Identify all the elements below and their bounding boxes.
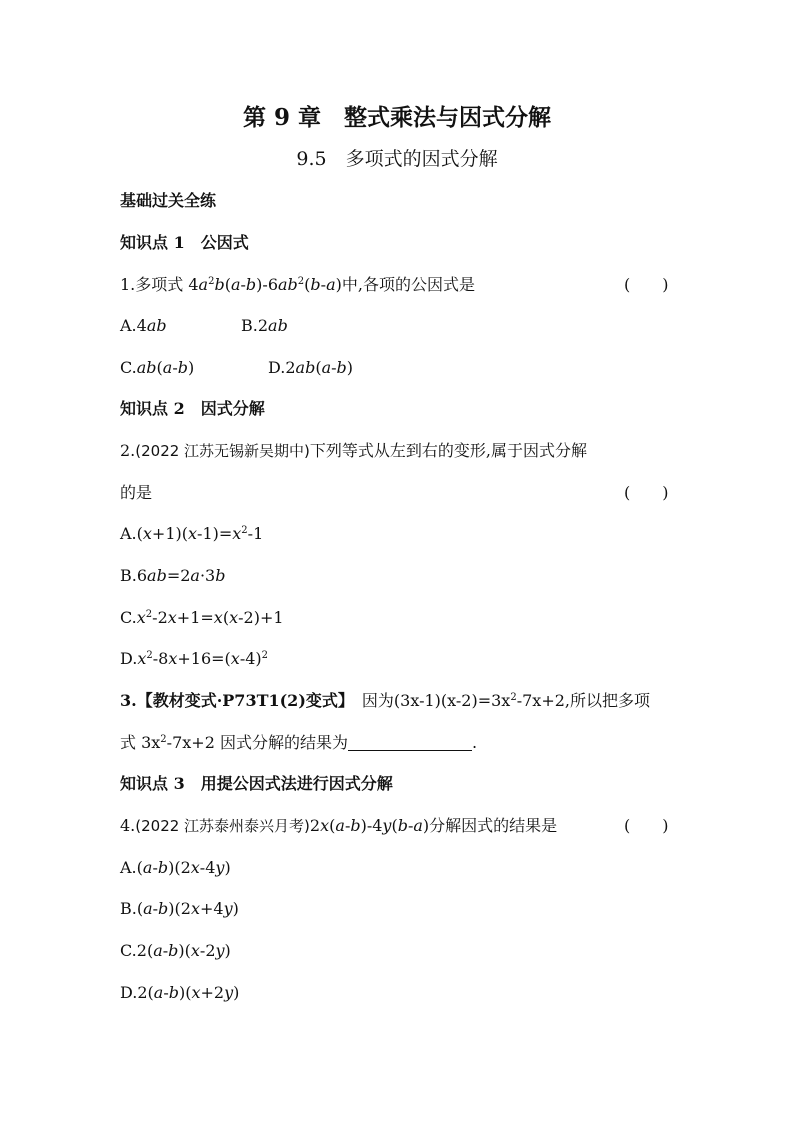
q3-stem-continued: 式 $3x^2-7x+2$ 因式分解的结果为 . (120, 733, 478, 752)
section-title: 9.5 多项式的因式分解 (296, 148, 498, 170)
q1-option-b: B.2ab (241, 316, 288, 335)
q4-source: (2022 江苏泰州泰兴月考) (135, 817, 310, 835)
chapter-title: 第 9 章 整式乘法与因式分解 (242, 104, 552, 131)
q3-answer-blank[interactable] (348, 734, 472, 751)
q2-stem: 下列等式从左到右的变形,属于因式分解 (309, 441, 588, 460)
q2-option-d: $D.x^2-8x+16=(x-4)^2$ (120, 649, 269, 668)
q4-option-b: B.(a-b)(2x+4y) (120, 899, 239, 918)
practice-heading: 基础过关全练 (120, 191, 217, 210)
question-1: 1.多项式 $4a^2b(a-b)-6ab^2(b-a)$中,各项的公因式是 (120, 275, 475, 294)
q4-option-a: A.(a-b)(2x-4y) (120, 858, 231, 877)
q4-option-c: C.2(a-b)(x-2y) (120, 941, 231, 960)
q2-stem-continued: 的是 (120, 483, 153, 502)
q2-option-c: $C.x^2-2x+1=x(x-2)+1$ (120, 608, 284, 627)
q3-tag: 3.【教材变式·P73T1(2)变式】 (120, 691, 346, 710)
q1-option-d: D.2ab(a-b) (268, 358, 354, 377)
q2-answer-paren: ( ) (624, 483, 669, 502)
knowledge-point-1: 知识点 1 公因式 (120, 233, 249, 252)
q2-option-b: B.6ab=2a·3b (120, 566, 226, 585)
question-2: 2.(2022 江苏无锡新吴期中)下列等式从左到右的变形,属于因式分解 (120, 441, 588, 460)
knowledge-point-3: 知识点 3 用提公因式法进行因式分解 (120, 774, 393, 793)
question-4: 4.(2022 江苏泰州泰兴月考)2x(a-b)-4y(b-a)分解因式的结果是 (120, 816, 558, 835)
q1-stem-suffix: 中,各项的公因式是 (341, 275, 475, 294)
q1-option-c: C.ab(a-b) (120, 358, 195, 377)
q4-answer-paren: ( ) (624, 816, 669, 835)
q1-answer-paren: ( ) (624, 275, 669, 294)
q2-option-a: $A.(x+1)(x-1)=x^2-1$ (120, 524, 264, 543)
q2-source: (2022 江苏无锡新吴期中) (135, 442, 310, 460)
q4-option-d: D.2(a-b)(x+2y) (120, 983, 240, 1002)
knowledge-point-2: 知识点 2 因式分解 (120, 399, 265, 418)
question-3: 3.【教材变式·P73T1(2)变式】 因为$(3x-1)(x-2)=3x^2-7x+2$,所以把多项 (120, 691, 650, 710)
q1-stem-prefix: 1.多项式 4 (120, 275, 199, 294)
q1-option-a: A.4ab (120, 316, 167, 335)
